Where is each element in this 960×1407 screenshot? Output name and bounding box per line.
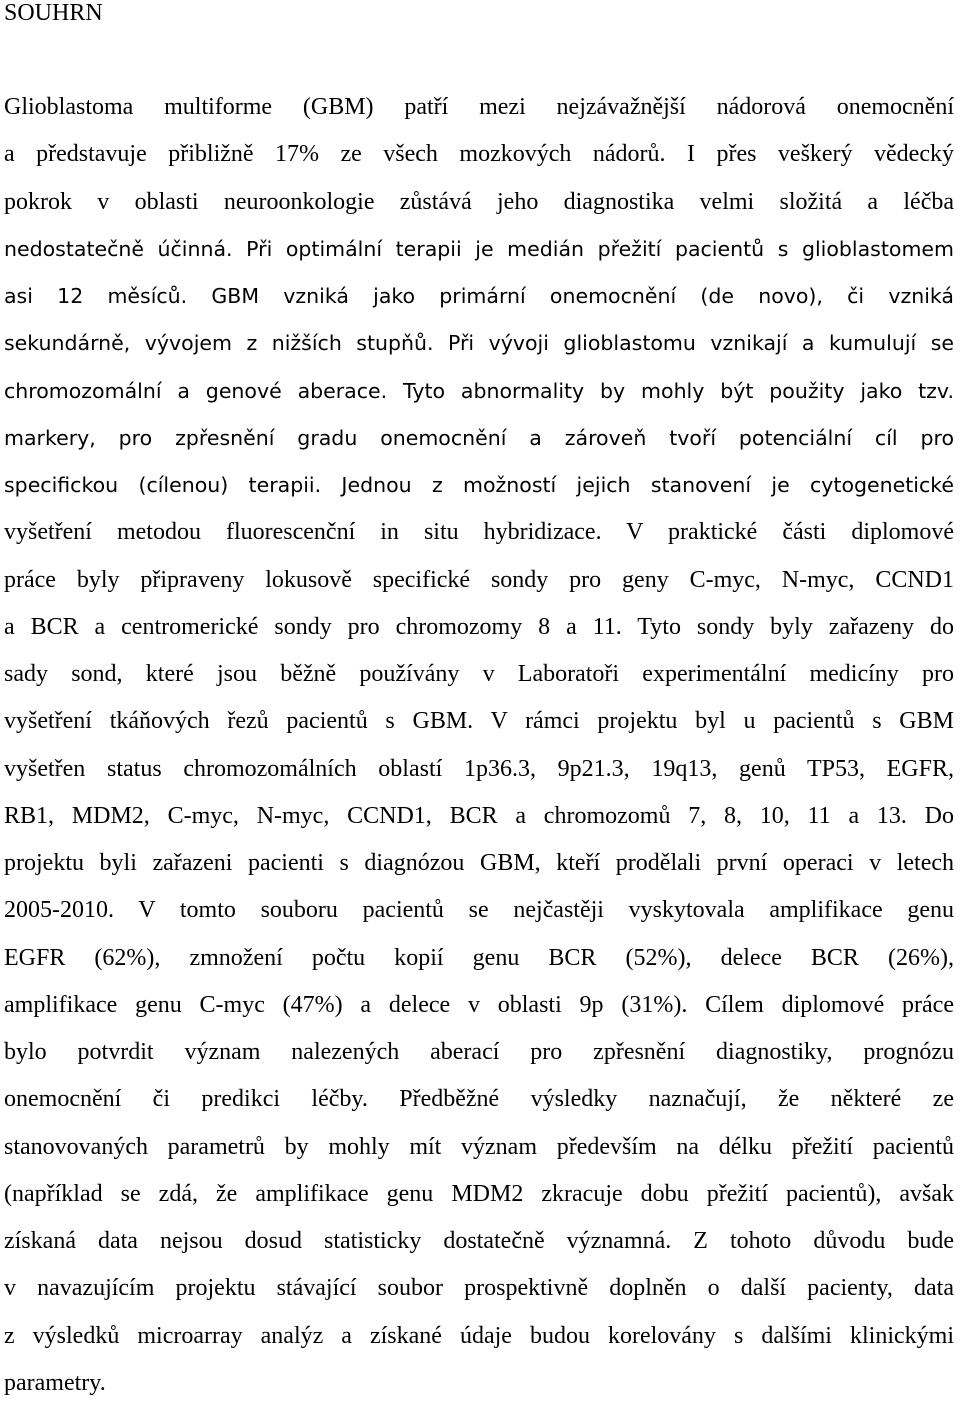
text-line: sekundárně, vývojem z nižších stupňů. Při vývoji glioblastomu vznikají a kumulují se <box>4 331 954 356</box>
text-line: v navazujícím projektu stávající soubor prospektivně doplněn o další pacienty, data <box>4 1275 954 1302</box>
text-line: stanovovaných parametrů by mohly mít význam především na délku přežití pacientů <box>4 1133 954 1160</box>
text-line: z výsledků microarray analýz a získané údaje budou korelovány s dalšími klinickými <box>4 1322 954 1349</box>
text-line: a představuje přibližně 17% ze všech mozkových nádorů. I přes veškerý vědecký <box>4 141 954 168</box>
text-line: pokrok v oblasti neuroonkologie zůstává jeho diagnostika velmi složitá a léčba <box>4 188 954 215</box>
text-line: Glioblastoma multiforme (GBM) patří mezi nejzávažnější nádorová onemocnění <box>4 94 954 120</box>
text-line: (například se zdá, že amplifikace genu MDM2 zkracuje dobu přežití pacientů), avšak <box>4 1180 954 1207</box>
section-heading: SOUHRN <box>4 0 103 26</box>
text-line: specifickou (cílenou) terapii. Jednou z možností jejich stanovení je cytogenetické <box>4 473 954 497</box>
text-line: amplifikace genu C-myc (47%) a delece v oblasti 9p (31%). Cílem diplomové práce <box>4 991 954 1018</box>
text-line: práce byly připraveny lokusově specifické sondy pro geny C-myc, N-myc, CCND1 <box>4 566 954 593</box>
text-line: a BCR a centromerické sondy pro chromozomy 8 a 11. Tyto sondy byly zařazeny do <box>4 613 954 640</box>
text-line: parametry. <box>4 1369 106 1396</box>
text-line: 2005-2010. V tomto souboru pacientů se nejčastěji vyskytovala amplifikace genu <box>4 897 954 924</box>
text-line: bylo potvrdit význam nalezených aberací pro zpřesnění diagnostiky, prognózu <box>4 1039 954 1065</box>
text-line: projektu byli zařazeni pacienti s diagnózou GBM, kteří prodělali první operaci v letech <box>4 850 954 876</box>
text-line: EGFR (62%), zmnožení počtu kopií genu BCR (52%), delece BCR (26%), <box>4 944 954 971</box>
text-line: nedostatečně účinná. Při optimální terapii je medián přežití pacientů s glioblastomem <box>4 236 954 261</box>
text-line: markery, pro zpřesnění gradu onemocnění a zároveň tvoří potenciální cíl pro <box>4 425 954 450</box>
text-line: onemocnění či predikci léčby. Předběžné výsledky naznačují, že některé ze <box>4 1086 954 1113</box>
text-line: chromozomální a genové aberace. Tyto abnormality by mohly být použity jako tzv. <box>4 378 954 403</box>
text-line: získaná data nejsou dosud statisticky dostatečně významná. Z tohoto důvodu bude <box>4 1228 954 1254</box>
text-line: sady sond, které jsou běžně používány v Laboratoři experimentální medicíny pro <box>4 661 954 687</box>
text-line: vyšetření tkáňových řezů pacientů s GBM. V rámci projektu byl u pacientů s GBM <box>4 708 954 735</box>
text-line: RB1, MDM2, C-myc, N-myc, CCND1, BCR a chromozomů 7, 8, 10, 11 a 13. Do <box>4 802 954 829</box>
text-line: vyšetřen status chromozomálních oblastí 1p36.3, 9p21.3, 19q13, genů TP53, EGFR, <box>4 755 954 782</box>
text-line: asi 12 měsíců. GBM vzniká jako primární onemocnění (de novo), či vzniká <box>4 284 954 308</box>
abstract-paragraph <box>4 84 954 1407</box>
text-line: vyšetření metodou fluorescenční in situ hybridizace. V praktické části diplomové <box>4 519 954 546</box>
